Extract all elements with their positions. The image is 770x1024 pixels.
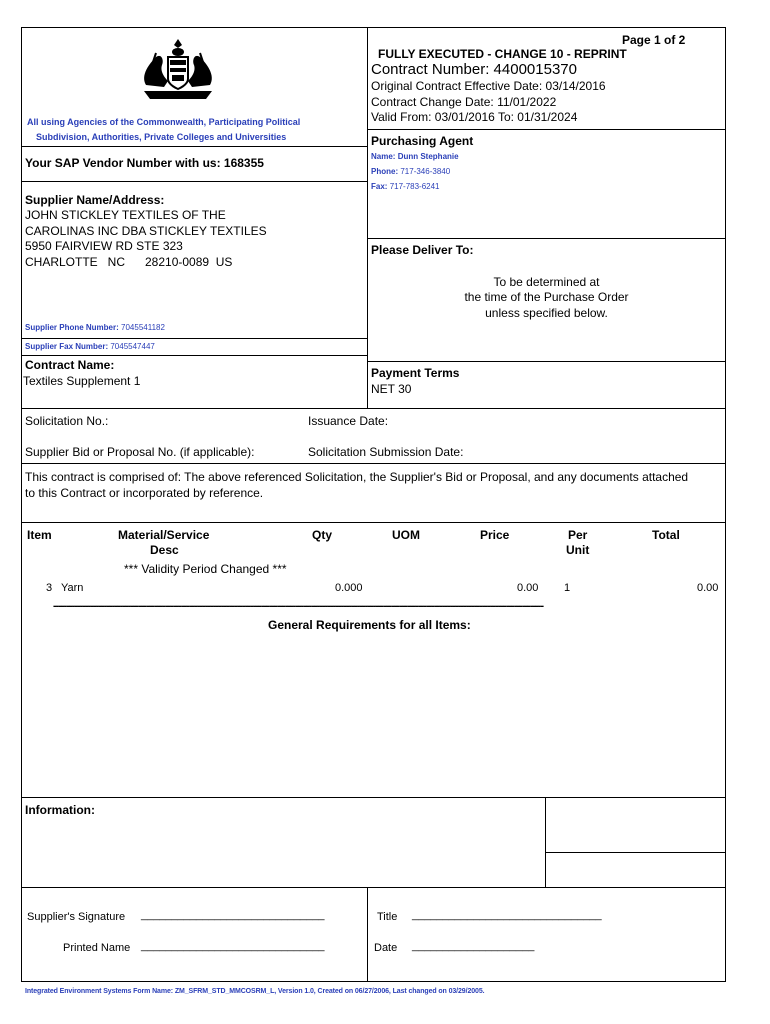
printed-name-label: Printed Name xyxy=(63,942,131,954)
col-qty: Qty xyxy=(312,528,333,542)
contract-name-value: Textiles Supplement 1 xyxy=(23,374,141,388)
rule xyxy=(367,361,726,362)
contract-name-title: Contract Name: xyxy=(25,358,115,372)
col-price: Price xyxy=(480,528,510,542)
col-total: Total xyxy=(652,528,680,542)
row-price: 0.00 xyxy=(517,582,539,594)
col-item: Item xyxy=(27,528,52,542)
col-material: Material/Service xyxy=(118,528,210,542)
rule xyxy=(545,852,726,853)
divider-info xyxy=(545,797,546,887)
supplier-line-2: CAROLINAS INC DBA STICKLEY TEXTILES xyxy=(25,224,267,238)
supplier-line-3: 5950 FAIRVIEW RD STE 323 xyxy=(25,239,183,253)
rule xyxy=(21,355,367,356)
general-requirements: General Requirements for all Items: xyxy=(268,618,471,632)
supplier-signature-field[interactable]: ______________________________ xyxy=(141,909,325,921)
validity-note: *** Validity Period Changed *** xyxy=(124,562,287,576)
effective-date: Original Contract Effective Date: 03/14/2016 xyxy=(371,79,606,93)
valid-dates: Valid From: 03/01/2016 To: 01/31/2024 xyxy=(371,110,578,124)
deliver-line-2: the time of the Purchase Order xyxy=(464,290,629,304)
commonwealth-seal xyxy=(138,37,218,103)
divider-signature xyxy=(367,887,368,982)
agent-fax: Fax: 717-783-6241 xyxy=(371,182,440,191)
row-separator: ---------------------------------------------------------------------------------------------------------------------------------------------------------------------------------------- xyxy=(53,600,544,612)
row-total: 0.00 xyxy=(697,582,719,594)
rule xyxy=(21,181,367,182)
rule xyxy=(21,146,367,147)
supplier-line-4: CHARLOTTE NC 28210-0089 US xyxy=(25,255,233,269)
deliver-title: Please Deliver To: xyxy=(371,243,474,257)
sap-vendor-number: Your SAP Vendor Number with us: 168355 xyxy=(25,156,264,170)
supplier-phone: Supplier Phone Number: 7045541182 xyxy=(25,323,165,332)
rule xyxy=(21,522,726,523)
row-desc: Yarn xyxy=(61,582,84,594)
col-desc: Desc xyxy=(150,543,179,557)
rule xyxy=(367,238,726,239)
rule xyxy=(21,797,726,798)
page-number: Page 1 of 2 xyxy=(622,33,686,47)
supplier-signature-label: Supplier's Signature xyxy=(27,911,126,923)
row-per: 1 xyxy=(564,582,571,594)
date-field[interactable]: ____________________ xyxy=(412,940,535,952)
supplier-title: Supplier Name/Address: xyxy=(25,193,165,207)
contract-status: FULLY EXECUTED - CHANGE 10 - REPRINT xyxy=(378,47,627,61)
agent-name: Name: Dunn Stephanie xyxy=(371,152,459,161)
deliver-line-3: unless specified below. xyxy=(485,306,608,320)
bid-proposal-no: Supplier Bid or Proposal No. (if applicable): xyxy=(25,445,255,459)
solicitation-no: Solicitation No.: xyxy=(25,414,109,428)
col-unit: Unit xyxy=(566,543,590,557)
rule xyxy=(21,887,726,888)
row-item: 3 xyxy=(46,582,53,594)
supplier-fax: Supplier Fax Number: 7045547447 xyxy=(25,342,155,351)
title-field[interactable]: _______________________________ xyxy=(412,909,602,921)
rule xyxy=(21,338,367,339)
payment-terms-title: Payment Terms xyxy=(371,366,460,380)
information-title: Information: xyxy=(25,803,95,817)
col-per: Per xyxy=(568,528,588,542)
title-label: Title xyxy=(377,911,398,923)
divider-top xyxy=(367,27,368,408)
comprised-line-2: to this Contract or incorporated by reference. xyxy=(25,486,264,500)
contract-number: Contract Number: 4400015370 xyxy=(371,61,577,78)
agencies-line-1: All using Agencies of the Commonwealth, Participating Political xyxy=(27,117,301,127)
row-qty: 0.000 xyxy=(335,582,363,594)
comprised-line-1: This contract is comprised of: The above referenced Solicitation, the Supplier's Bid or Proposal, and any documents attached xyxy=(25,470,689,484)
issuance-date: Issuance Date: xyxy=(308,414,389,428)
col-uom: UOM xyxy=(392,528,420,542)
form-footer: Integrated Environment Systems Form Name: ZM_SFRM_STD_MMCOSRM_L, Version 1.0, Created on 06/27/2006, Last changed on 03/29/2005. xyxy=(25,988,485,995)
agencies-line-2: Subdivision, Authorities, Private Colleges and Universities xyxy=(36,132,287,142)
rule xyxy=(21,463,726,464)
rule xyxy=(21,408,726,409)
rule xyxy=(367,129,726,130)
deliver-line-1: To be determined at xyxy=(493,275,600,289)
submission-date: Solicitation Submission Date: xyxy=(308,445,464,459)
agent-phone: Phone: 717-346-3840 xyxy=(371,167,451,176)
date-label: Date xyxy=(374,942,398,954)
payment-terms-value: NET 30 xyxy=(371,382,412,396)
purchasing-agent-title: Purchasing Agent xyxy=(371,134,474,148)
printed-name-field[interactable]: ______________________________ xyxy=(141,940,325,952)
change-date: Contract Change Date: 11/01/2022 xyxy=(371,95,557,109)
supplier-line-1: JOHN STICKLEY TEXTILES OF THE xyxy=(25,208,226,222)
